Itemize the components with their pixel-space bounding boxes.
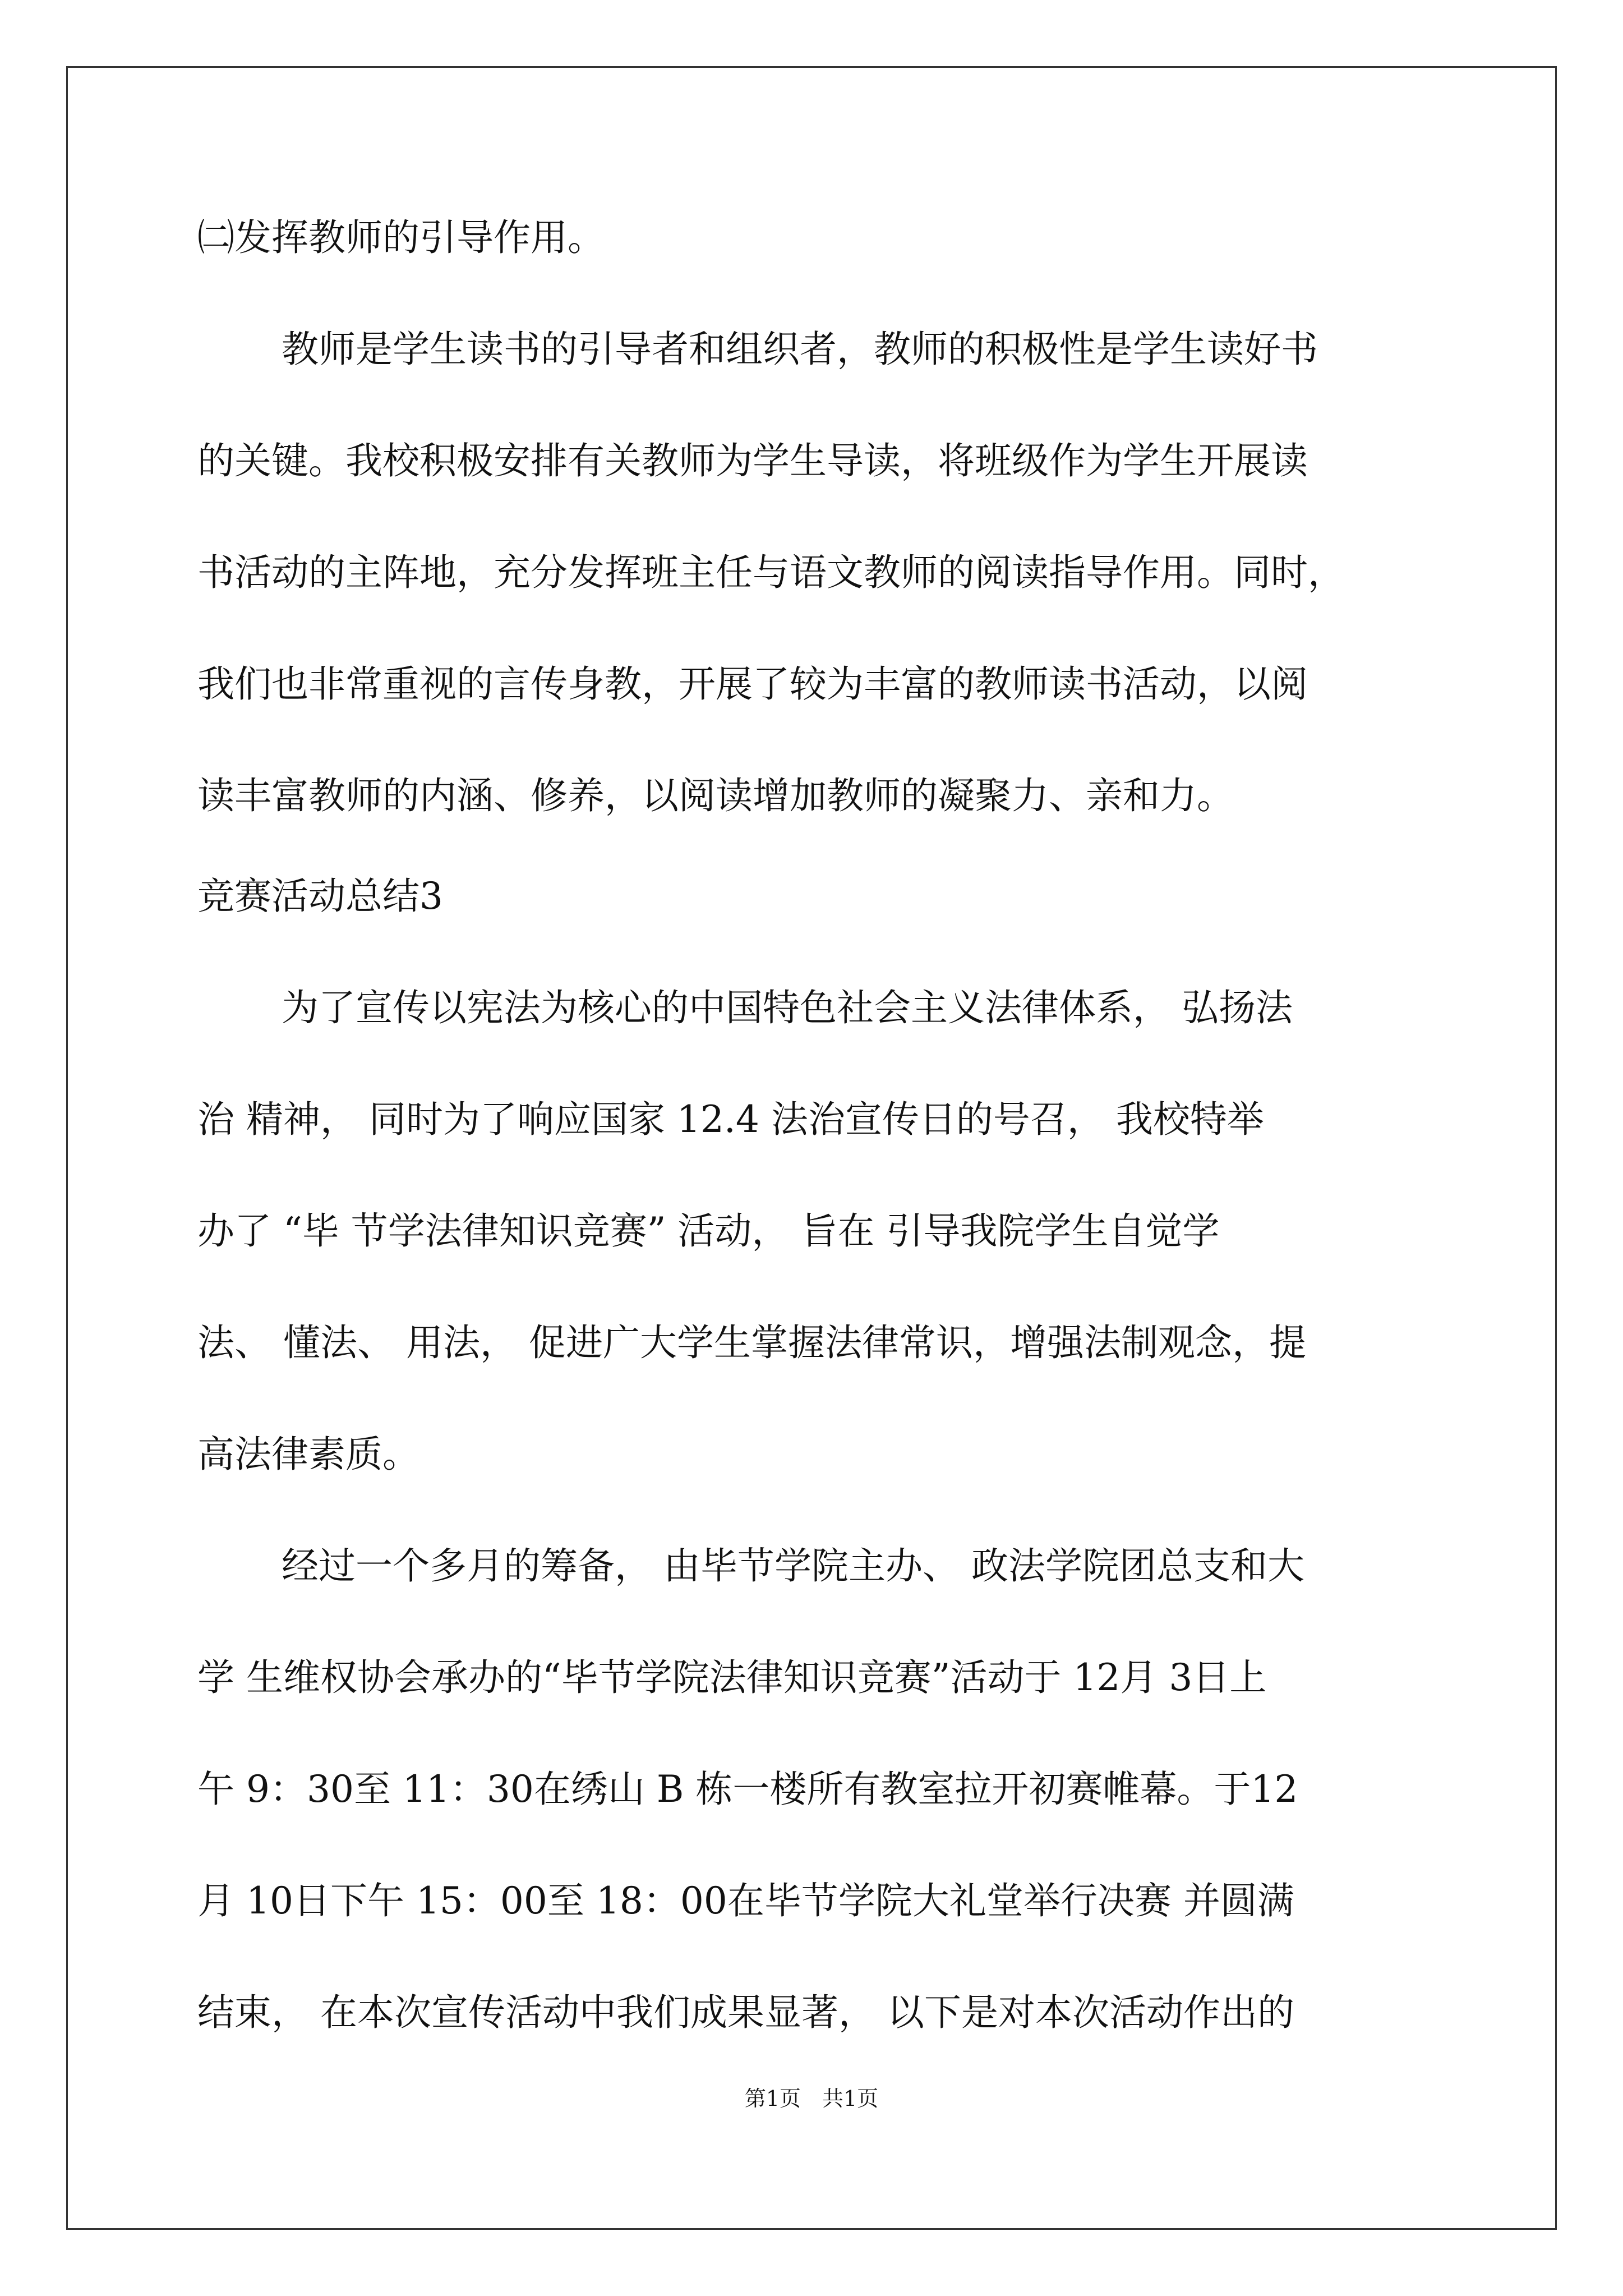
paragraph-3-line-4: 月 10日下午 15：00至 18：00在毕节学院大礼堂举行决赛 并圆满 (197, 1879, 1294, 1922)
section-heading: ㈡发挥教师的引导作用。 (197, 216, 605, 259)
paragraph-1-line-1: 教师是学生读书的引导者和组织者，教师的积极性是学生读好书 (282, 328, 1318, 371)
paragraph-2-line-5: 高法律素质。 (197, 1433, 419, 1476)
paragraph-1-line-4: 我们也非常重视的言传身教，开展了较为丰富的教师读书活动，以阅 (197, 662, 1308, 706)
paragraph-2-line-3: 办了 “毕 节学法律知识竞赛” 活动， 旨在 引导我院学生自觉学 (197, 1209, 1220, 1253)
paragraph-3-line-3: 午 9：30至 11：30在绣山 B 栋一楼所有教室拉开初赛帷幕。于12 (197, 1768, 1298, 1811)
page-number-footer: 第1页 共1页 (744, 2086, 879, 2111)
paragraph-1-line-2: 的关键。我校积极安排有关教师为学生导读，将班级作为学生开展读 (197, 439, 1308, 482)
section-title: 竞赛活动总结3 (197, 875, 443, 918)
paragraph-3-line-2: 学 生维权协会承办的“毕节学院法律知识竞赛”活动于 12月 3日上 (197, 1656, 1267, 1699)
paragraph-3-line-1: 经过一个多月的筹备， 由毕节学院主办、 政法学院团总支和大 (282, 1544, 1304, 1588)
paragraph-3-line-5: 结束， 在本次宣传活动中我们成果显著， 以下是对本次活动作出的 (197, 1991, 1294, 2034)
paragraph-2-line-1: 为了宣传以宪法为核心的中国特色社会主义法律体系， 弘扬法 (282, 986, 1293, 1029)
paragraph-2-line-4: 法、 懂法、 用法， 促进广大学生掌握法律常识，增强法制观念，提 (197, 1321, 1306, 1364)
paragraph-2-line-2: 治 精神， 同时为了响应国家 12.4 法治宣传日的号召， 我校特举 (197, 1098, 1264, 1141)
paragraph-1-line-5: 读丰富教师的内涵、修养，以阅读增加教师的凝聚力、亲和力。 (197, 774, 1234, 817)
paragraph-1-line-3: 书活动的主阵地，充分发挥班主任与语文教师的阅读指导作用。同时， (197, 551, 1345, 594)
